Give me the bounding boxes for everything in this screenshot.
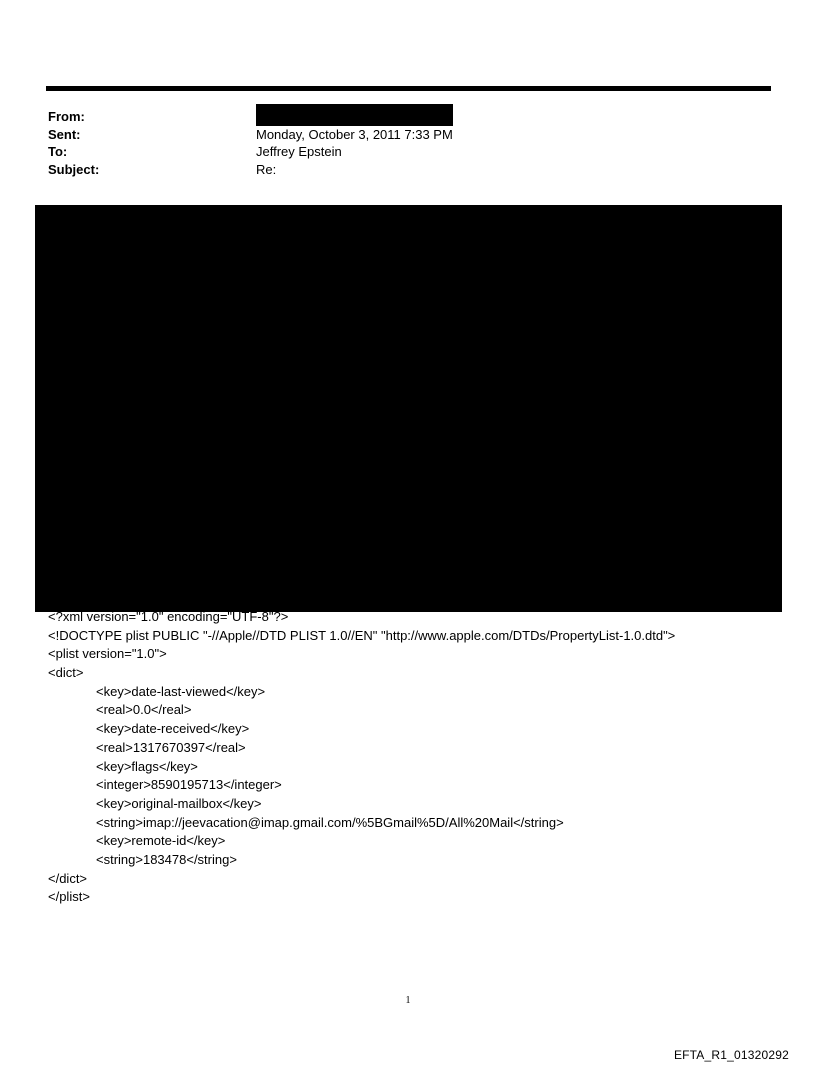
plist-line: <plist version="1.0"> <box>48 646 167 662</box>
plist-content <box>48 608 788 907</box>
plist-line: <key>original-mailbox</key> <box>96 795 262 811</box>
top-rule <box>46 86 771 91</box>
redaction-box-sender <box>256 104 453 126</box>
plist-line: <key>date-received</key> <box>96 721 250 737</box>
plist-line: <dict> <box>48 665 84 681</box>
sent-value: Monday, October 3, 2011 7:33 PM <box>256 126 453 142</box>
subject-row <box>48 161 768 179</box>
plist-line: <key>flags</key> <box>96 758 198 774</box>
page-number: 1 <box>405 995 411 1006</box>
plist-line: <string>imap://jeevacation@imap.gmail.com/%5BGmail%5D/All%20Mail</string> <box>96 814 564 830</box>
subject-value: Re: <box>256 161 277 177</box>
plist-line: </dict> <box>48 870 88 886</box>
from-row <box>48 108 768 126</box>
from-label: From: <box>48 109 85 124</box>
sent-row <box>48 126 768 144</box>
plist-line: <!DOCTYPE plist PUBLIC "-//Apple//DTD PLIST 1.0//EN" "http://www.apple.com/DTDs/PropertyList-1.0.dtd"> <box>48 627 676 643</box>
redaction-box-body <box>35 205 782 612</box>
document-id: EFTA_R1_01320292 <box>673 1048 789 1062</box>
from-value <box>256 108 768 126</box>
plist-line: <real>0.0</real> <box>96 702 192 718</box>
subject-label: Subject: <box>48 161 100 177</box>
plist-line: <?xml version="1.0" encoding="UTF-8"?> <box>48 609 289 624</box>
to-value: Jeffrey Epstein <box>256 144 342 159</box>
plist-line: <key>date-last-viewed</key> <box>96 683 266 699</box>
sent-label: Sent: <box>48 126 81 142</box>
plist-line: <string>183478</string> <box>96 851 237 867</box>
to-row <box>48 143 768 161</box>
plist-line: </plist> <box>48 889 90 905</box>
email-header <box>48 108 768 178</box>
plist-line: <key>remote-id</key> <box>96 833 226 849</box>
plist-line: <real>1317670397</real> <box>96 739 246 755</box>
plist-line: <integer>8590195713</integer> <box>96 777 282 793</box>
to-label: To: <box>48 144 68 159</box>
